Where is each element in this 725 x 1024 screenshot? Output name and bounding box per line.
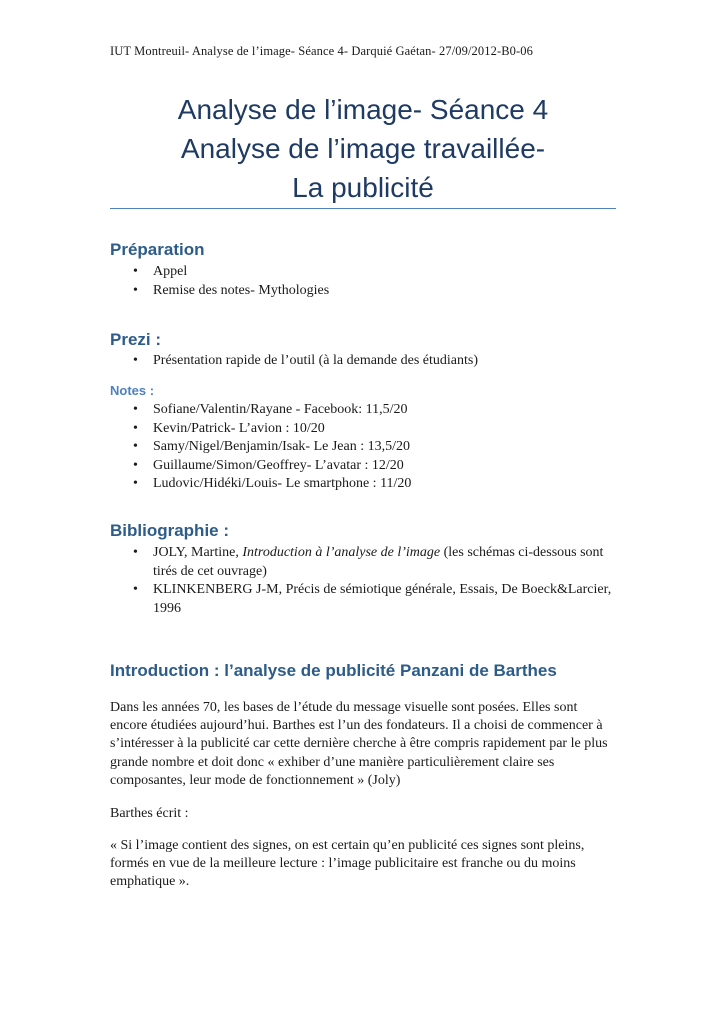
heading-bibliographie: Bibliographie : [110, 521, 229, 540]
intro-paragraph-2: Barthes écrit : [110, 806, 189, 821]
list-item: • Appel [110, 263, 618, 282]
title-line-2: Analyse de l’image travaillée- [180, 133, 546, 164]
page-header: IUT Montreuil- Analyse de l’image- Séance 4- Darquié Gaétan- 27/09/2012-B0-06 [110, 44, 533, 58]
heading-preparation: Préparation [110, 240, 205, 259]
heading-notes: Notes : [110, 383, 155, 398]
title-line-3: La publicité [292, 172, 434, 203]
list-item: • Kevin/Patrick- L’avion : 10/20 [110, 420, 618, 439]
title-divider [110, 208, 616, 209]
bibliography-item-klinkenberg: • KLINKENBERG J-M, Précis de sémiotique générale, Essais, De Boeck&Larcier, 1996 [110, 581, 618, 618]
heading-introduction: Introduction : l’analyse de publicité Panzani de Barthes [110, 661, 557, 680]
list-prezi [110, 352, 618, 371]
list-bibliographie [110, 544, 618, 618]
document-title [110, 90, 616, 207]
bibliography-title: Introduction à l’analyse de l’image [242, 545, 441, 560]
list-preparation [110, 263, 618, 300]
list-item: • Guillaume/Simon/Geoffrey- L’avatar : 12/20 [110, 457, 618, 476]
list-item: • Présentation rapide de l’outil (à la demande des étudiants) [110, 352, 618, 371]
heading-prezi: Prezi : [110, 330, 162, 349]
bibliography-author: JOLY, Martine, [153, 545, 243, 560]
bibliography-note: (les schémas ci-dessous sont tirés de cet ouvrage) [153, 545, 604, 579]
bibliography-item-joly [110, 544, 618, 581]
list-item: • Sofiane/Valentin/Rayane - Facebook: 11,5/20 [110, 401, 618, 420]
title-line-1: Analyse de l’image- Séance 4 [177, 94, 549, 125]
list-notes [110, 401, 618, 494]
list-item: • Remise des notes- Mythologies [110, 282, 618, 301]
intro-paragraph-3: « Si l’image contient des signes, on est certain qu’en publicité ces signes sont pleins, formés en vue de la meilleure lecture : l’image publicitaire est franche ou du moins emphatique ». [110, 838, 585, 890]
list-item: • Samy/Nigel/Benjamin/Isak- Le Jean : 13,5/20 [110, 438, 618, 457]
intro-paragraph-1: Dans les années 70, les bases de l’étude du message visuelle sont posées. Elles sont encore étudiées aujourd’hui. Barthes est l’un des fondateurs. Il a choisi de commencer à s’intéresser à la publicité car cette dernière cherche à être compris rapidement par le plus grande nombre et doit donc « exhiber d’une manière particulièrement claire ses composantes, leur mode de fonctionnement » (Joly) [110, 700, 608, 788]
list-item: • Ludovic/Hidéki/Louis- Le smartphone : 11/20 [110, 475, 618, 494]
